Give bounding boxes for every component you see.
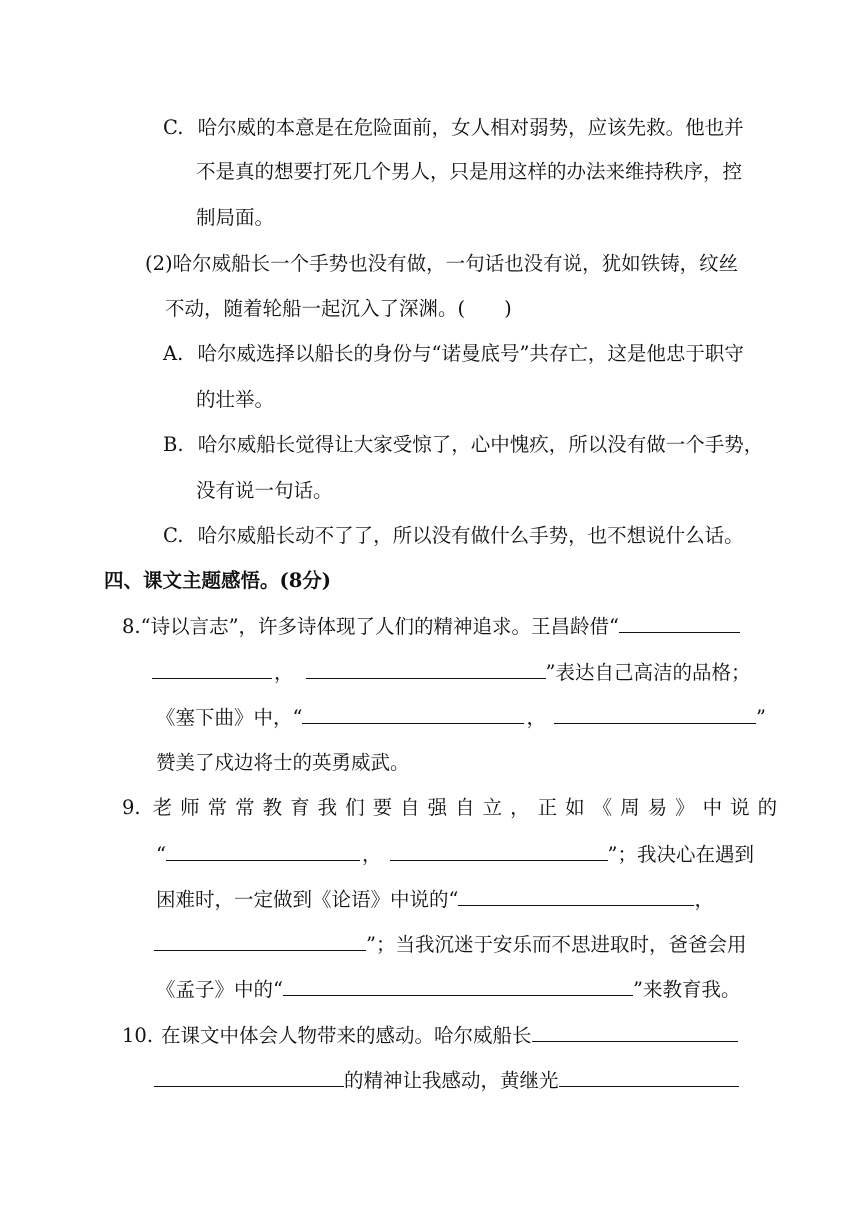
option-c-line3: 制局面。: [196, 206, 275, 229]
q9-line5: [156, 977, 740, 1002]
option-text: 哈尔威船长觉得让大家受惊了，心中愧疚，所以没有做一个手势，: [197, 433, 764, 456]
answer-blank[interactable]: [559, 1068, 739, 1087]
q8-text: “诗以言志”，许多诗体现了人们的精神追求。王昌龄借“: [140, 615, 620, 638]
q8-line1: [122, 614, 740, 639]
q8-line2: ， ”表达自己高洁的品格；: [152, 660, 751, 685]
subquestion-2-stem-line1: (2)哈尔威船长一个手势也没有做，一句话也没有说，犹如铁铸，纹丝: [145, 252, 739, 275]
q9-text: 困难时，一定做到《论语》中说的“: [156, 888, 459, 911]
answer-blank[interactable]: [619, 614, 740, 633]
q9-text: 老师常常教育我们要自强自立，正如《周易》中说的: [152, 796, 786, 819]
question-number: 9.: [122, 796, 141, 819]
q8-line4: 赞美了戍边将士的英勇威武。: [156, 751, 410, 774]
q9-text: 《孟子》中的“: [156, 978, 283, 1001]
subquestion-2-stem-line2: 不动，随着轮船一起沉入了深渊。( ): [165, 297, 512, 320]
q9-text: ”来教育我。: [632, 978, 741, 1001]
option-label: C.: [163, 116, 184, 139]
q8-line3: 《塞下曲》中，“ ， ”: [156, 706, 766, 729]
option-b-line1: [163, 433, 763, 457]
answer-blank[interactable]: [390, 842, 608, 861]
q10-line2: [154, 1068, 739, 1093]
option-label: A.: [163, 342, 184, 365]
option-c-line1: [163, 116, 744, 140]
q8-text: ”表达自己高洁的品格；: [545, 661, 751, 684]
q10-text: 在课文中体会人物带来的感动。哈尔威船长: [161, 1024, 532, 1047]
answer-blank[interactable]: [283, 977, 633, 996]
option-c2-line1: [163, 524, 744, 548]
answer-blank[interactable]: [152, 660, 272, 679]
answer-blank[interactable]: [532, 1023, 738, 1042]
option-c-line2: 不是真的想要打死几个男人，只是用这样的办法来维持秩序，控: [196, 160, 743, 183]
option-label: B.: [163, 433, 184, 456]
answer-blank[interactable]: [554, 705, 756, 724]
option-text: 哈尔威的本意是在危险面前，女人相对弱势，应该先救。他也并: [197, 116, 744, 139]
q10-line1: [122, 1023, 738, 1048]
answer-blank[interactable]: [302, 705, 524, 724]
option-a-line1: [163, 342, 744, 366]
option-text: 哈尔威选择以船长的身份与“诺曼底号”共存亡，这是他忠于职守: [197, 342, 744, 365]
q9-text: ”；我决心在遇到: [607, 843, 754, 866]
section-heading: 四、课文主题感悟。(8分): [104, 569, 332, 592]
option-a-line2: 的壮举。: [196, 388, 275, 411]
q9-line2: “ ， ”；我决心在遇到: [156, 843, 754, 866]
q9-line1: [122, 796, 785, 820]
q9-text: ”；当我沉迷于安乐而不思进取时，爸爸会用: [366, 933, 747, 956]
answer-blank[interactable]: [306, 660, 546, 679]
question-number: 10.: [122, 1024, 154, 1047]
q10-text: 的精神让我感动，黄继光: [344, 1069, 559, 1092]
q9-line4: [154, 932, 746, 957]
option-b-line2: 没有说一句话。: [196, 479, 333, 502]
answer-blank[interactable]: [458, 887, 694, 906]
option-label: C.: [163, 524, 184, 547]
answer-blank[interactable]: [154, 1068, 344, 1087]
answer-blank[interactable]: [154, 932, 366, 951]
q8-text: 《塞下曲》中，“: [156, 706, 303, 729]
q9-line3: 困难时，一定做到《论语》中说的“ ，: [156, 888, 714, 911]
option-text: 哈尔威船长动不了了，所以没有做什么手势，也不想说什么话。: [197, 524, 744, 547]
answer-blank[interactable]: [166, 842, 360, 861]
question-number: 8.: [122, 615, 141, 638]
